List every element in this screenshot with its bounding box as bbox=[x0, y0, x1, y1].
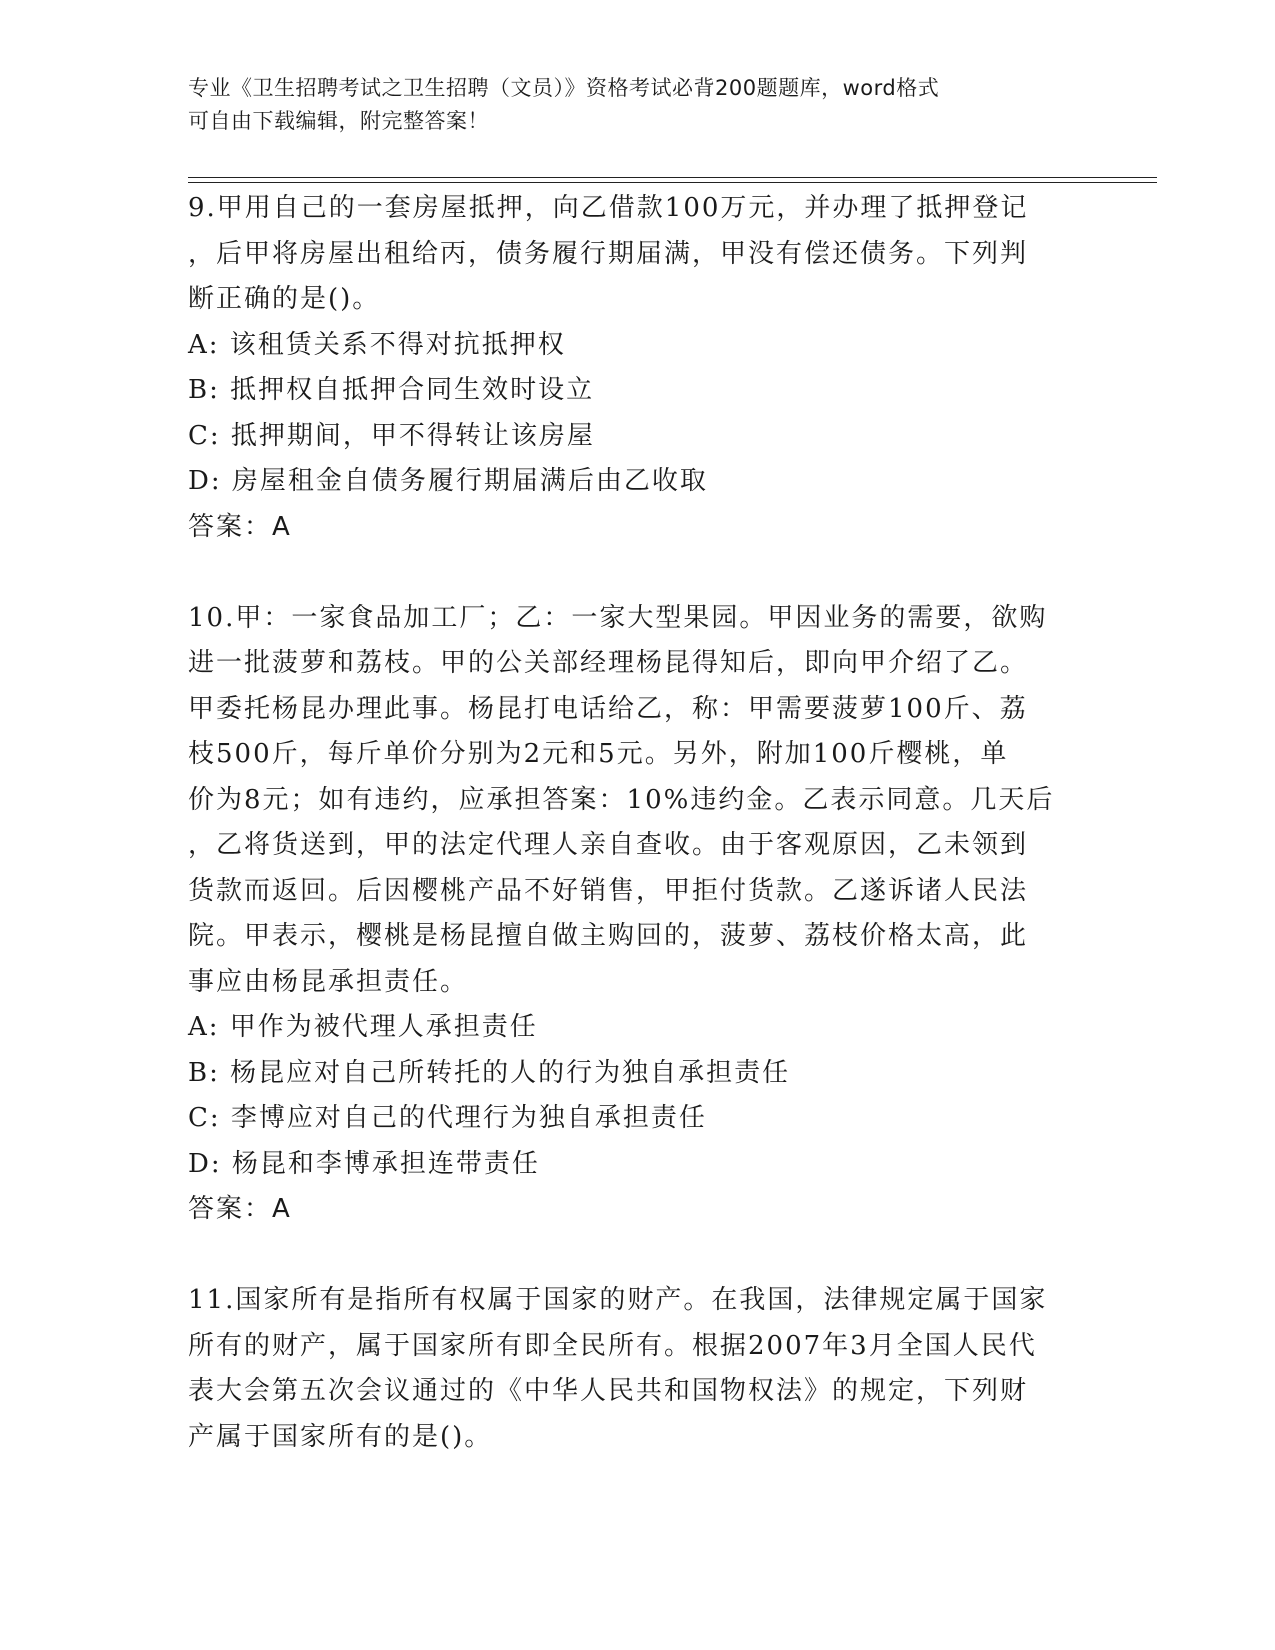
question-text-line: 进一批菠萝和荔枝。甲的公关部经理杨昆得知后，即向甲介绍了乙。 bbox=[188, 648, 1029, 678]
question-text-line: 10.甲：一家食品加工厂；乙：一家大型果园。甲因业务的需要，欲购 bbox=[188, 602, 1048, 633]
header-line-1: 专业《卫生招聘考试之卫生招聘（文员）》资格考试必背200题题库，word格式 bbox=[188, 76, 940, 100]
question-list bbox=[188, 186, 1088, 1460]
answer-label: 答案：A bbox=[188, 1194, 292, 1224]
question-text-line: 所有的财产，属于国家所有即全民所有。根据2007年3月全国人民代 bbox=[188, 1330, 1037, 1361]
question-text-line: ，乙将货送到，甲的法定代理人亲自查收。由于客观原因，乙未领到 bbox=[188, 830, 1029, 860]
question-9 bbox=[188, 186, 1088, 550]
spacer bbox=[188, 550, 1088, 596]
header-divider-top bbox=[188, 177, 1157, 178]
question-text-line: 院。甲表示，樱桃是杨昆擅自做主购回的，菠萝、荔枝价格太高，此 bbox=[188, 921, 1029, 951]
question-text-line: 价为8元；如有违约，应承担答案：10%违约金。乙表示同意。几天后 bbox=[188, 784, 1055, 815]
question-text-line: 货款而返回。后因樱桃产品不好销售，甲拒付货款。乙遂诉诸人民法 bbox=[188, 875, 1029, 906]
option-d: D: 杨昆和李博承担连带责任 bbox=[188, 1148, 540, 1179]
question-text-line: 11.国家所有是指所有权属于国家的财产。在我国，法律规定属于国家 bbox=[188, 1285, 1048, 1315]
header-line-2: 可自由下载编辑，附完整答案！ bbox=[188, 109, 489, 133]
option-c: C: 抵押期间，甲不得转让该房屋 bbox=[188, 420, 595, 451]
option-a: A: 甲作为被代理人承担责任 bbox=[188, 1012, 538, 1042]
answer-label: 答案：A bbox=[188, 511, 292, 542]
question-text-line: ，后甲将房屋出租给丙，债务履行期届满，甲没有偿还债务。下列判 bbox=[188, 238, 1029, 269]
question-text-line: 枝500斤，每斤单价分别为2元和5元。另外，附加100斤樱桃，单 bbox=[188, 739, 1009, 769]
question-text-line: 表大会第五次会议通过的《中华人民共和国物权法》的规定，下列财 bbox=[188, 1376, 1029, 1406]
header-divider-bottom bbox=[188, 182, 1157, 183]
question-10 bbox=[188, 596, 1088, 1233]
question-text-line: 断正确的是()。 bbox=[188, 284, 381, 314]
question-text-line: 9.甲用自己的一套房屋抵押，向乙借款100万元，并办理了抵押登记 bbox=[188, 193, 1029, 223]
question-text-line: 事应由杨昆承担责任。 bbox=[188, 966, 469, 997]
question-11 bbox=[188, 1278, 1088, 1460]
option-a: A: 该租赁关系不得对抗抵押权 bbox=[188, 329, 566, 360]
option-d: D: 房屋租金自债务履行期届满后由乙收取 bbox=[188, 466, 708, 496]
document-header bbox=[188, 72, 1068, 138]
option-b: B: 杨昆应对自己所转托的人的行为独自承担责任 bbox=[188, 1057, 791, 1088]
option-c: C: 李博应对自己的代理行为独自承担责任 bbox=[188, 1103, 707, 1133]
question-text-line: 产属于国家所有的是()。 bbox=[188, 1421, 493, 1452]
option-b: B: 抵押权自抵押合同生效时设立 bbox=[188, 375, 595, 405]
question-text-line: 甲委托杨昆办理此事。杨昆打电话给乙，称：甲需要菠萝100斤、荔 bbox=[188, 693, 1028, 724]
spacer bbox=[188, 1233, 1088, 1279]
